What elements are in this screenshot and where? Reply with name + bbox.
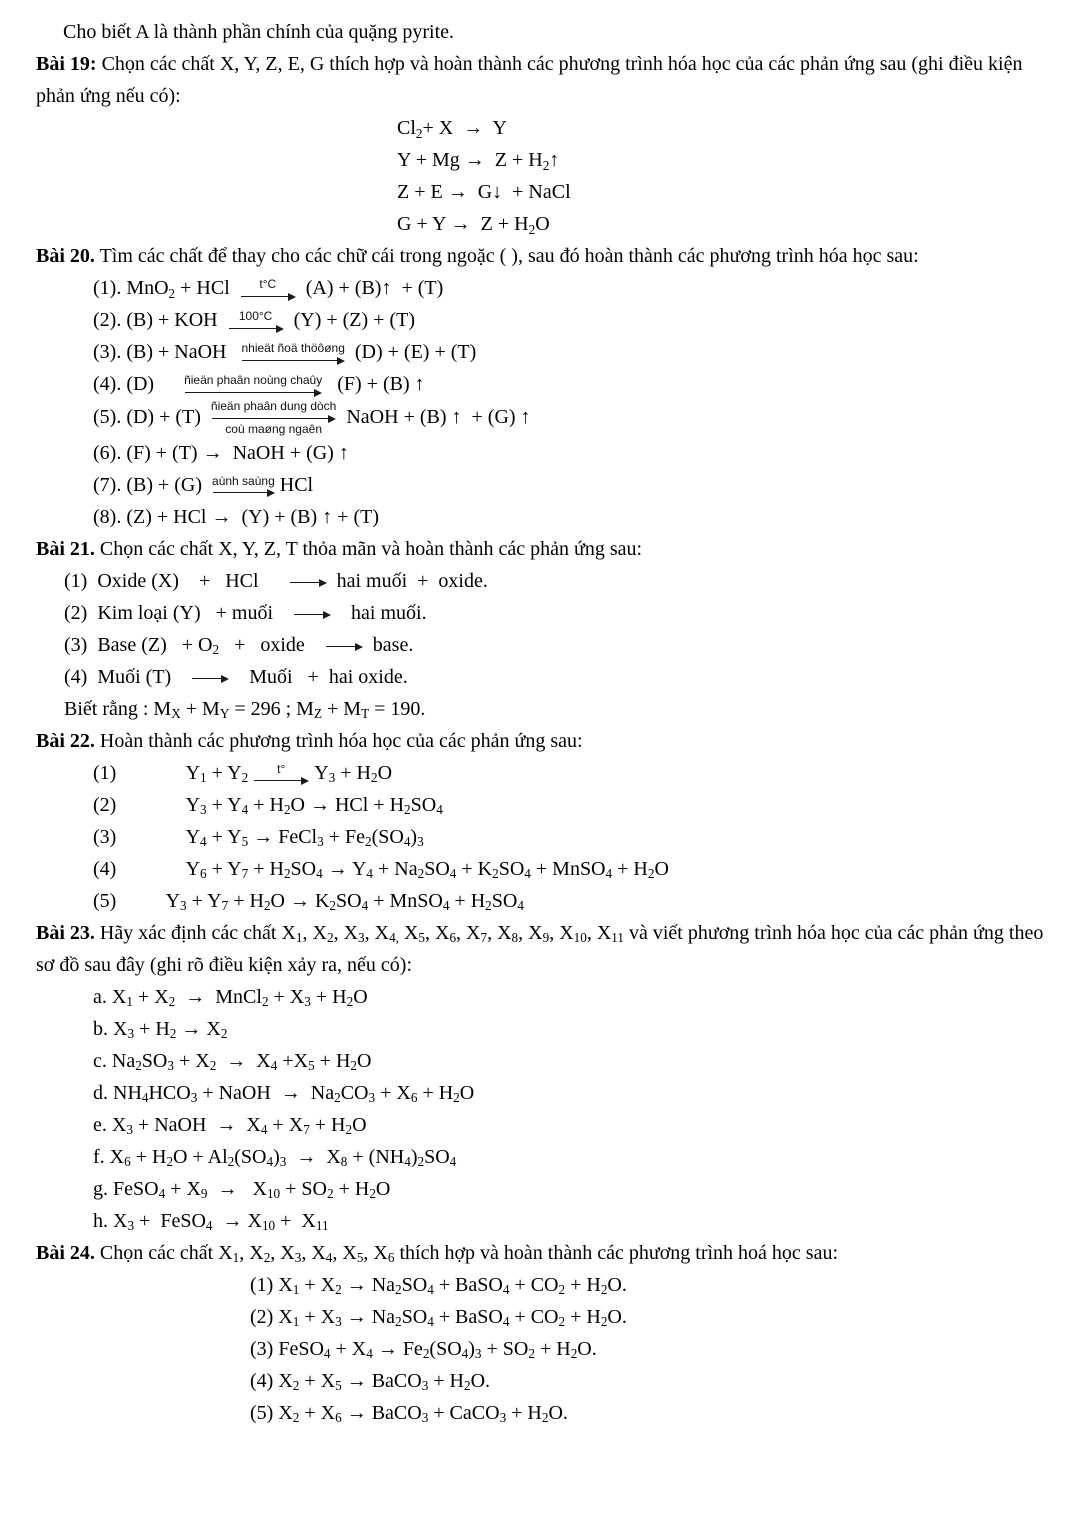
reaction-arrow-icon (253, 763, 309, 786)
text: Hãy xác định các chất $X_1$, $X_2$, $X_3$, $X_{4,}$ $X_5$, $X_6$, $X_7$, $X_8$, $X_9$, $X_{10}$, $X_{11}$ và viết phương trình hóa học của các phản ứng theo sơ đồ sau đây (ghi rõ điều kiện xảy ra, nếu có): (36, 921, 1044, 976)
exercise-24-statement (36, 1237, 1057, 1269)
eq-20-2 (93, 304, 1057, 336)
text: Cho biết A là thành phần chính của quặng pyrite. (63, 21, 455, 43)
text: Tìm các chất để thay cho các chữ cái trong ngoặc ( ), sau đó hoàn thành các phương trình hóa học sau: (94, 245, 919, 267)
exercise-21-statement (36, 533, 1057, 565)
arrow-shaft (240, 292, 296, 301)
eq-20-4 (93, 368, 1057, 400)
reaction-arrow-icon (293, 610, 331, 619)
text: (5). (D) + (T) (93, 405, 206, 428)
eq-19-3 (397, 176, 1057, 208)
text: Chọn các chất X, Y, Z, E, G thích hợp và hoàn thành các phương trình hóa học của các phản ứng sau (ghi điều kiện phản ứng nếu có): (36, 53, 1023, 107)
arrow-condition-label: nhieät ñoä thöôøng (241, 341, 345, 356)
arrow-condition-label: coù maøng ngaên (225, 421, 322, 436)
reaction-arrow-icon (228, 310, 284, 333)
eq-20-6 (93, 437, 1057, 469)
eq-20-3 (93, 336, 1057, 368)
eq-19-2 (397, 144, 1057, 176)
text: $Y + Mg \to Z + H_2↑$ (397, 149, 560, 173)
exercise-20-statement (36, 240, 1057, 272)
reaction-arrow-icon (241, 342, 344, 365)
arrow-condition-label: ñieän phaân noùng chaûy (184, 373, 323, 388)
text: (F) + (B) ↑ (327, 373, 425, 395)
text: b. $X_3 + H_2 \to X_2$ (93, 1017, 228, 1042)
bold-text: Bài 22. (36, 729, 95, 752)
text: hai muối. (336, 601, 427, 624)
text: Hoàn thành các phương trình hóa học của các phản ứng sau: (94, 729, 583, 752)
arrow-shaft (184, 388, 322, 397)
text: Biết rằng : $M_X + M_Y = 296$ ; $M_Z + M_T = 190$. (64, 697, 426, 722)
eq-20-1 (93, 272, 1057, 304)
arrow-condition-label: t° (277, 761, 286, 776)
text: (3) $Y_4 + Y_5$ → FeCl$_3$ + $Fe_2(SO_4)_3$ (93, 825, 424, 850)
text: Chọn các chất X, Y, Z, T thỏa mãn và hoàn thành các phản ứng sau: (94, 537, 643, 560)
text: (3) Base $(Z) + O_2$ + oxide (64, 633, 320, 658)
text: NaOH + (B) ↑ + (G) ↑ (341, 405, 531, 428)
arrow-shaft (228, 324, 284, 333)
text: $G + Y \to Z + H_2O$ (397, 213, 550, 237)
eq-19-1 (397, 112, 1057, 144)
eq-23-c (93, 1045, 1057, 1077)
arrow-shaft (293, 610, 331, 619)
eq-23-h (93, 1205, 1057, 1237)
eq-23-f (93, 1141, 1057, 1173)
eq-21-4 (64, 661, 1057, 693)
text: g. FeSO$_4$ + $X_9 \to X_{10} + SO_2 + H_2O$ (93, 1177, 391, 1202)
arrow-shaft (325, 642, 363, 651)
bold-text: Bài 23. (36, 921, 95, 944)
eq-22-4 (93, 853, 1057, 885)
arrow-condition-label: ñieän phaân dung dòch (210, 399, 337, 413)
eq-20-8 (93, 501, 1057, 533)
reaction-arrow-icon (325, 642, 363, 651)
text: (8). (Z) + HCl → (Y) + (B) ↑ + (T) (93, 505, 379, 528)
text: (7). (B) + (G) (93, 473, 208, 496)
text: $Y_3 + H_2O$ (314, 761, 393, 786)
text: h. $X_3$ + FeSO$_4$ → $X_{10} + X_{11}$ (93, 1209, 329, 1234)
eq-19-4 (397, 208, 1057, 240)
exercise-23-statement (36, 917, 1057, 981)
eq-21-1 (64, 565, 1057, 597)
eq-22-5 (93, 885, 1057, 917)
text: (4) $Y_6 + Y_7 + H_2SO_4 \to Y_4 + Na_2SO_4 + K_2SO_4$ + MnSO$_4$ + $H_2O$ (93, 857, 669, 882)
arrow-shaft (211, 414, 336, 423)
text: (4). (D) (93, 373, 180, 395)
eq-24-4 (250, 1365, 1057, 1397)
bold-text: Bài 19: (36, 53, 97, 75)
text: (1). MnO$_2$ + HCl (93, 277, 235, 301)
text: d. $NH_4HCO_3$ + NaOH → $Na_2CO_3 + X_6 + H_2O$ (93, 1081, 475, 1106)
reaction-arrow-icon (184, 374, 322, 397)
reaction-arrow-icon (191, 674, 229, 683)
eq-21-note (64, 693, 1057, 725)
reaction-arrow-icon (240, 278, 296, 301)
text: (6). (F) + (T) → NaOH + (G) ↑ (93, 441, 349, 464)
reaction-arrow-icon (212, 475, 275, 498)
text: e. $X_3$ + NaOH → $X_4 + X_7 + H_2O$ (93, 1113, 367, 1138)
bold-text: Bài 24. (36, 1241, 95, 1264)
bold-text: Bài 21. (36, 537, 95, 560)
text: HCl (279, 473, 314, 496)
eq-23-d (93, 1077, 1057, 1109)
text: (2) $X_1 + X_3 \to Na_2SO_4$ + BaSO$_4$ + $CO_2 + H_2O$. (250, 1305, 627, 1330)
text: c. $Na_2SO_3 + X_2 \to X_4 +X_5 + H_2O$ (93, 1049, 372, 1074)
text: a. $X_1 + X_2$ → MnCl$_2$ + $X_3 + H_2O$ (93, 985, 368, 1010)
eq-24-1 (250, 1269, 1057, 1301)
text: (1) Oxide (X) + HCl (64, 569, 284, 592)
eq-23-g (93, 1173, 1057, 1205)
reaction-arrow-icon (289, 578, 327, 587)
text: (A) + (B)↑ + (T) (300, 277, 444, 299)
eq-24-5 (250, 1397, 1057, 1429)
arrow-shaft (253, 776, 309, 785)
text: (5) $Y_3 + Y_7 + H_2O \to K_2SO_4$ + MnSO$_4$ + $H_2SO_4$ (93, 889, 524, 914)
eq-20-5 (93, 400, 1057, 437)
eq-22-1 (93, 757, 1057, 789)
arrow-shaft (289, 578, 327, 587)
text: (5) $X_2 + X_6$ → BaCO$_3$ + CaCO$_3$ + $H_2O$. (250, 1401, 568, 1426)
text: Chọn các chất $X_1$, $X_2$, $X_3$, $X_4$, $X_5$, $X_6$ thích hợp và hoàn thành các phương trình hoá học sau: (94, 1241, 839, 1266)
arrow-condition-label: aùnh saùng (212, 473, 275, 488)
eq-20-7 (93, 469, 1057, 501)
text: f. $X_6 + H_2O + Al_2(SO_4)_3 \to X_8 + (NH_4)_2SO_4$ (93, 1145, 457, 1170)
reaction-arrow-icon (211, 400, 336, 437)
bold-text: Bài 20. (36, 245, 95, 267)
eq-22-3 (93, 821, 1057, 853)
eq-24-3 (250, 1333, 1057, 1365)
eq-21-2 (64, 597, 1057, 629)
text: $Cl_2+ X \to Y$ (397, 117, 507, 141)
exercise-19-statement (36, 48, 1057, 112)
arrow-condition-label: t°C (259, 277, 277, 292)
text: Z + E → G↓ + NaCl (397, 181, 571, 203)
eq-23-a (93, 981, 1057, 1013)
eq-21-3 (64, 629, 1057, 661)
exercise-22-statement (36, 725, 1057, 757)
text: (1) $Y_1 + Y_2$ (93, 761, 249, 786)
eq-23-e (93, 1109, 1057, 1141)
arrow-condition-label: 100°C (238, 309, 273, 324)
text: (3). (B) + NaOH (93, 341, 237, 363)
arrow-shaft (212, 488, 275, 497)
text: (D) + (E) + (T) (349, 341, 477, 363)
text: (2). (B) + KOH (93, 309, 223, 331)
eq-22-2 (93, 789, 1057, 821)
text: (1) $X_1 + X_2 \to Na_2SO_4$ + BaSO$_4$ + $CO_2 + H_2O$. (250, 1273, 627, 1298)
intro-line (36, 16, 1057, 48)
text: (3) FeSO$_4$ + $X_4 \to Fe_2(SO_4)_3 + SO_2 + H_2O$. (250, 1337, 597, 1362)
text: (2) Kim loại (Y) + muối (64, 601, 289, 624)
arrow-shaft (241, 356, 344, 365)
text: base. (367, 633, 414, 656)
text: hai muối + oxide. (331, 569, 488, 592)
text: (4) Muối (T) (64, 665, 187, 688)
arrow-shaft (191, 674, 229, 683)
text: (2) $Y_3 + Y_4 + H_2O$ → HCl + $H_2SO_4$ (93, 793, 443, 818)
eq-24-2 (250, 1301, 1057, 1333)
eq-23-b (93, 1013, 1057, 1045)
text: (Y) + (Z) + (T) (288, 309, 415, 331)
text: Muối + hai oxide. (234, 665, 408, 688)
text: (4) $X_2 + X_5$ → BaCO$_3$ + $H_2O$. (250, 1369, 491, 1394)
